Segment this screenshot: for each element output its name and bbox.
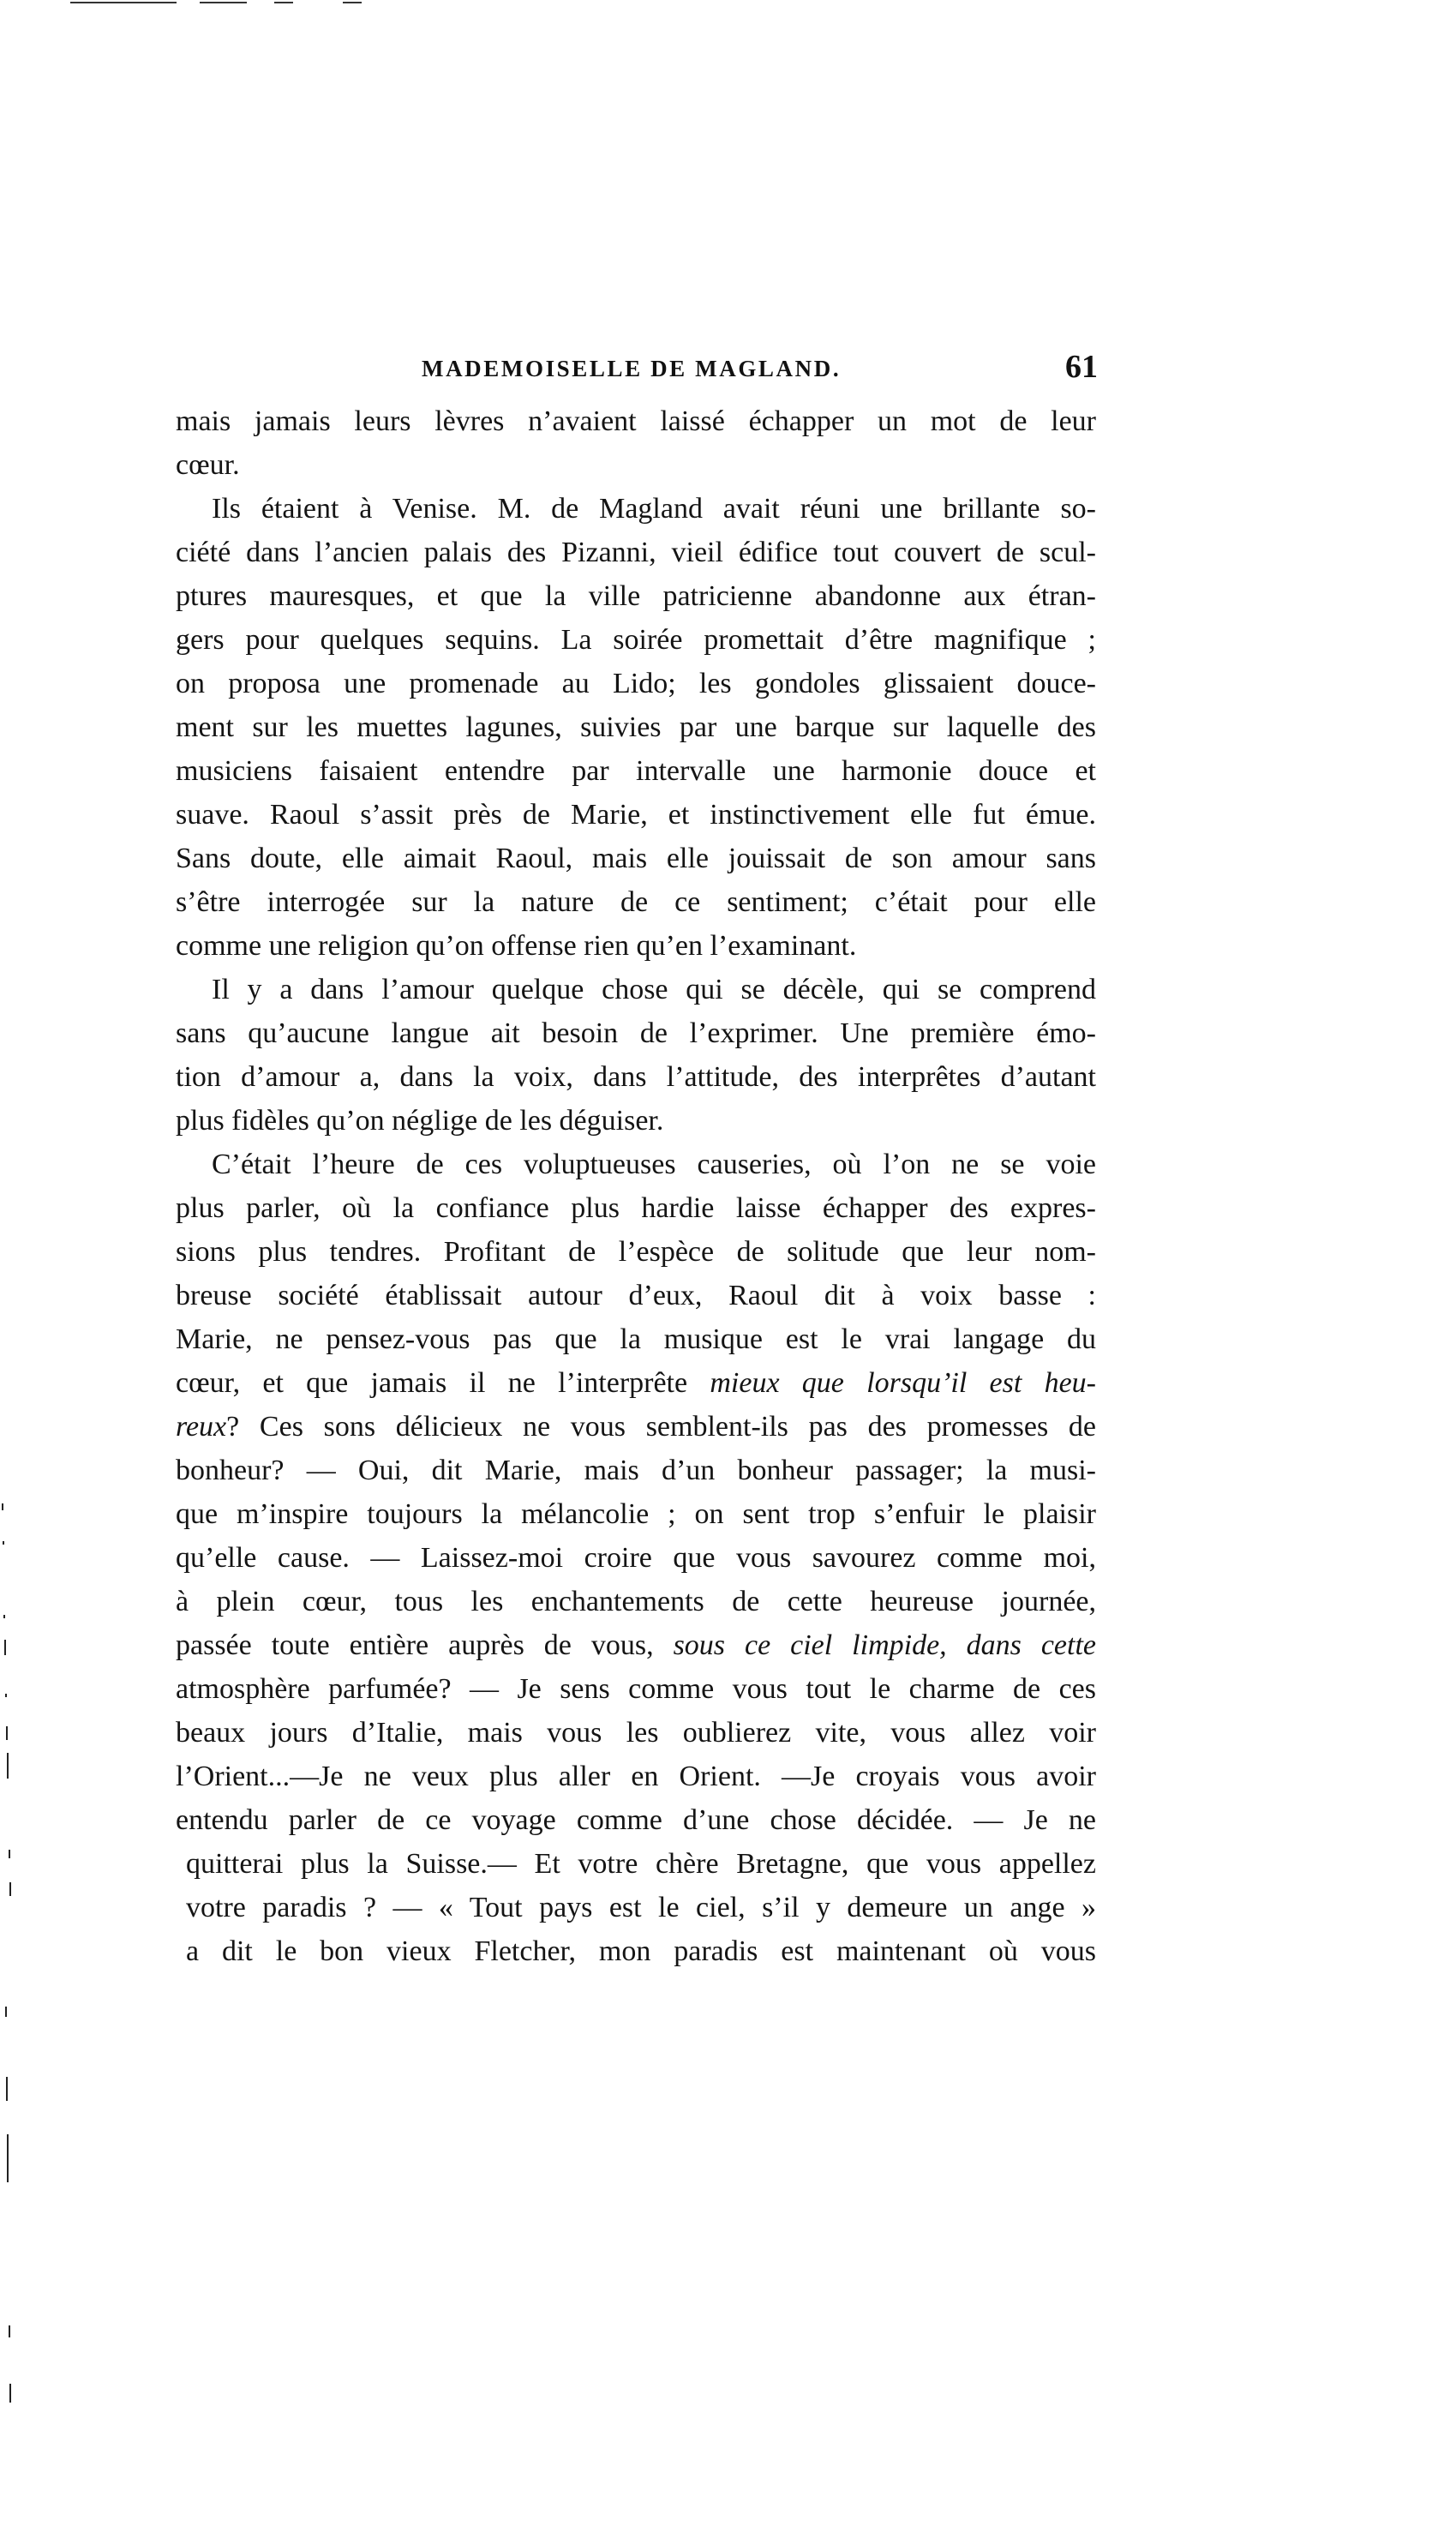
text-line: comme une religion qu’on offense rien qu’en l’examinant. bbox=[176, 930, 857, 962]
text-line: C’était l’heure de ces voluptueuses causeries, où l’on ne se voie bbox=[212, 1149, 1096, 1180]
text-line: on proposa une promenade au Lido; les gondoles glissaient douce- bbox=[176, 668, 1096, 699]
scan-margin-mark bbox=[9, 2384, 11, 2403]
text-line: ciété dans l’ancien palais des Pizanni, vieil édifice tout couvert de scul- bbox=[176, 537, 1096, 568]
italic-text: reux bbox=[176, 1411, 227, 1443]
text-line: cœur. bbox=[176, 449, 240, 481]
text-line: passée toute entière auprès de vous, sous ce ciel limpide, dans cette bbox=[176, 1629, 1096, 1661]
italic-text: sous ce ciel limpide, dans cette bbox=[673, 1629, 1096, 1661]
scan-artifact-top bbox=[70, 2, 117, 3]
text-line: mais jamais leurs lèvres n’avaient laissé échapper un mot de leur bbox=[176, 405, 1096, 437]
text-line: ment sur les muettes lagunes, suivies par une barque sur laquelle des bbox=[176, 711, 1096, 743]
running-title: MADEMOISELLE DE MAGLAND. bbox=[422, 356, 842, 381]
text-line: que m’inspire toujours la mélancolie ; on sent trop s’enfuir le plaisir bbox=[176, 1498, 1096, 1530]
scan-margin-mark bbox=[7, 2134, 9, 2182]
text-line: sans qu’aucune langue ait besoin de l’exprimer. Une première émo- bbox=[176, 1017, 1096, 1049]
text-line: reux? Ces sons délicieux ne vous semblent-ils pas des promesses de bbox=[176, 1411, 1096, 1443]
text-line: s’être interrogée sur la nature de ce sentiment; c’était pour elle bbox=[176, 886, 1096, 918]
body-text bbox=[176, 399, 1096, 1973]
text-line: entendu parler de ce voyage comme d’une chose décidée. — Je ne bbox=[176, 1804, 1096, 1836]
text-line: beaux jours d’Italie, mais vous les oublierez vite, vous allez voir bbox=[176, 1717, 1096, 1749]
text-line: a dit le bon vieux Fletcher, mon paradis est maintenant où vous bbox=[186, 1935, 1096, 1967]
text-line: suave. Raoul s’assit près de Marie, et instinctivement elle fut émue. bbox=[176, 799, 1096, 831]
text-line: ptures mauresques, et que la ville patricienne abandonne aux étran- bbox=[176, 580, 1096, 612]
scan-margin-mark bbox=[3, 1541, 4, 1545]
text-line: gers pour quelques sequins. La soirée promettait d’être magnifique ; bbox=[176, 624, 1096, 656]
text-line: votre paradis ? — « Tout pays est le ciel, s’il y demeure un ange » bbox=[186, 1892, 1096, 1923]
running-header bbox=[176, 349, 1098, 385]
text-line: Ils étaient à Venise. M. de Magland avait réuni une brillante so- bbox=[212, 493, 1096, 525]
scan-margin-mark bbox=[3, 1615, 5, 1618]
text-line: musiciens faisaient entendre par intervalle une harmonie douce et bbox=[176, 755, 1096, 787]
scan-margin-mark bbox=[7, 1753, 9, 1779]
text-line: breuse société établissait autour d’eux, Raoul dit à voix basse : bbox=[176, 1280, 1096, 1311]
text-line: sions plus tendres. Profitant de l’espèce de solitude que leur nom- bbox=[176, 1236, 1096, 1268]
scan-artifact-top bbox=[343, 2, 362, 3]
scan-margin-mark bbox=[9, 1882, 11, 1896]
text-line: cœur, et que jamais il ne l’interprête mieux que lorsqu’il est heu- bbox=[176, 1367, 1096, 1399]
text-line: à plein cœur, tous les enchantements de cette heureuse journée, bbox=[176, 1586, 1096, 1617]
scan-margin-mark bbox=[2, 1503, 3, 1510]
scan-margin-mark bbox=[4, 1640, 6, 1655]
page-number: 61 bbox=[1065, 349, 1098, 385]
text-line: Marie, ne pensez-vous pas que la musique est le vrai langage du bbox=[176, 1323, 1096, 1355]
text-line: qu’elle cause. — Laissez-moi croire que vous savourez comme moi, bbox=[176, 1542, 1096, 1574]
italic-text: mieux que lorsqu’il est heu- bbox=[710, 1367, 1096, 1399]
scan-artifact-top bbox=[274, 2, 293, 3]
text-line: bonheur? — Oui, dit Marie, mais d’un bonheur passager; la musi- bbox=[176, 1455, 1096, 1486]
scan-margin-mark bbox=[9, 1850, 10, 1858]
scan-margin-mark bbox=[9, 2325, 10, 2337]
text-line: plus parler, où la confiance plus hardie laisse échapper des expres- bbox=[176, 1192, 1096, 1224]
text-line: plus fidèles qu’on néglige de les déguiser. bbox=[176, 1105, 664, 1137]
text-line: Il y a dans l’amour quelque chose qui se décèle, qui se comprend bbox=[212, 974, 1096, 1005]
text-line: atmosphère parfumée? — Je sens comme vous tout le charme de ces bbox=[176, 1673, 1096, 1705]
scan-artifact-top bbox=[117, 2, 177, 3]
text-line: tion d’amour a, dans la voix, dans l’attitude, des interprêtes d’autant bbox=[176, 1061, 1096, 1093]
scan-margin-mark bbox=[5, 2007, 7, 2017]
text-line: Sans doute, elle aimait Raoul, mais elle jouissait de son amour sans bbox=[176, 843, 1096, 874]
scan-margin-mark bbox=[6, 1726, 8, 1740]
text-line: l’Orient...—Je ne veux plus aller en Orient. —Je croyais vous avoir bbox=[176, 1761, 1096, 1792]
scan-margin-mark bbox=[5, 1694, 7, 1697]
scan-artifact-top bbox=[200, 2, 247, 3]
text-line: quitterai plus la Suisse.— Et votre chère Bretagne, que vous appellez bbox=[186, 1848, 1096, 1880]
scan-margin-mark bbox=[6, 2077, 8, 2101]
